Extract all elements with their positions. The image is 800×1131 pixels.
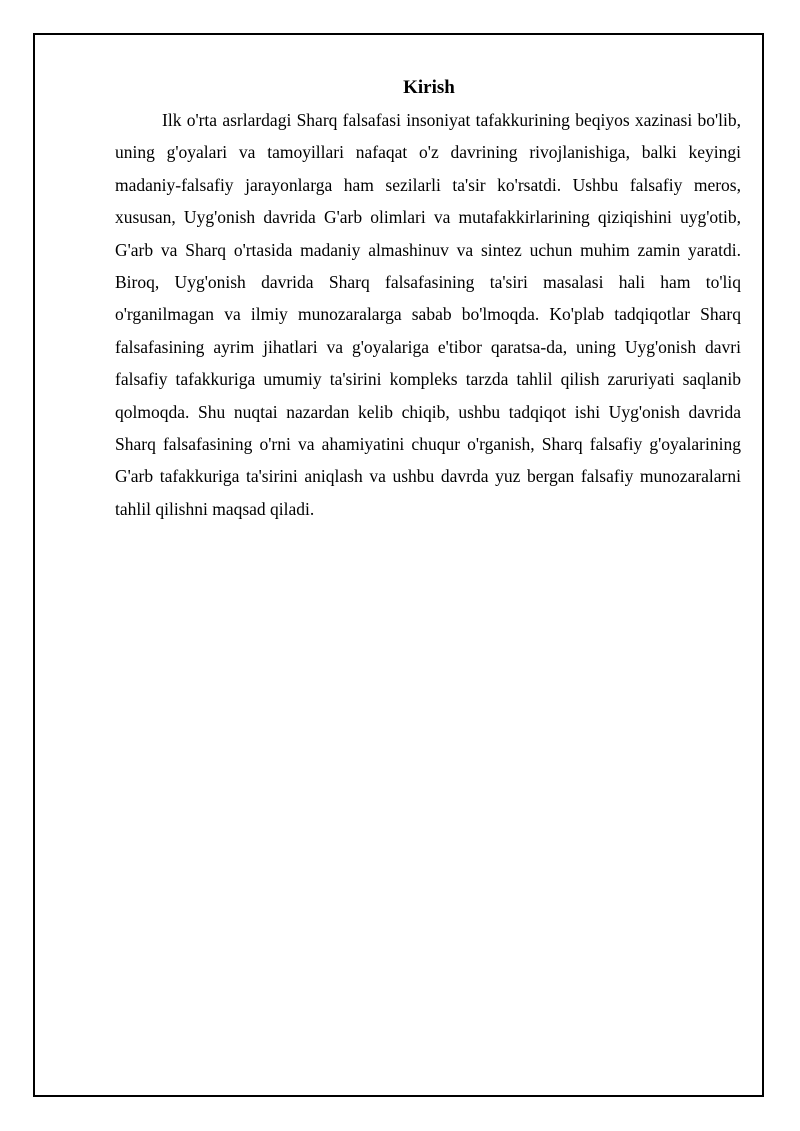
- section-heading: Kirish: [403, 77, 455, 98]
- body-paragraph: Ilk o'rta asrlardagi Sharq falsafasi insoniyat tafakkurining beqiyos xazinasi bo'lib, uning g'oyalari va tamoyillari nafaqat o'z davrining rivojlanishiga, balki keyingi madaniy-falsafiy jarayonlarga ham sezilarli ta'sir ko'rsatdi. Ushbu falsafiy meros, xususan, Uyg'onish davrida G'arb olimlari va mutafakkirlarining qiziqishini uyg'otib, G'arb va Sharq o'rtasida madaniy almashinuv va sintez uchun muhim zamin yaratdi. Biroq, Uyg'onish davrida Sharq falsafasining ta'siri masalasi hali ham to'liq o'rganilmagan va ilmiy munozaralarga sabab bo'lmoqda. Ko'plab tadqiqotlar Sharq falsafasining ayrim jihatlari va g'oyalariga e'tibor qaratsa-da, uning Uyg'onish davri falsafiy tafakkuriga umumiy ta'sirini kompleks tarzda tahlil qilish zaruriyati saqlanib qolmoqda. Shu nuqtai nazardan kelib chiqib, ushbu tadqiqot ishi Uyg'onish davrida Sharq falsafasining o'rni va ahamiyatini chuqur o'rganish, Sharq falsafiy g'oyalarining G'arb tafakkuriga ta'sirini aniqlash va ushbu davrda yuz bergan falsafiy munozaralarni tahlil qilishni maqsad qiladi.: [115, 110, 741, 519]
